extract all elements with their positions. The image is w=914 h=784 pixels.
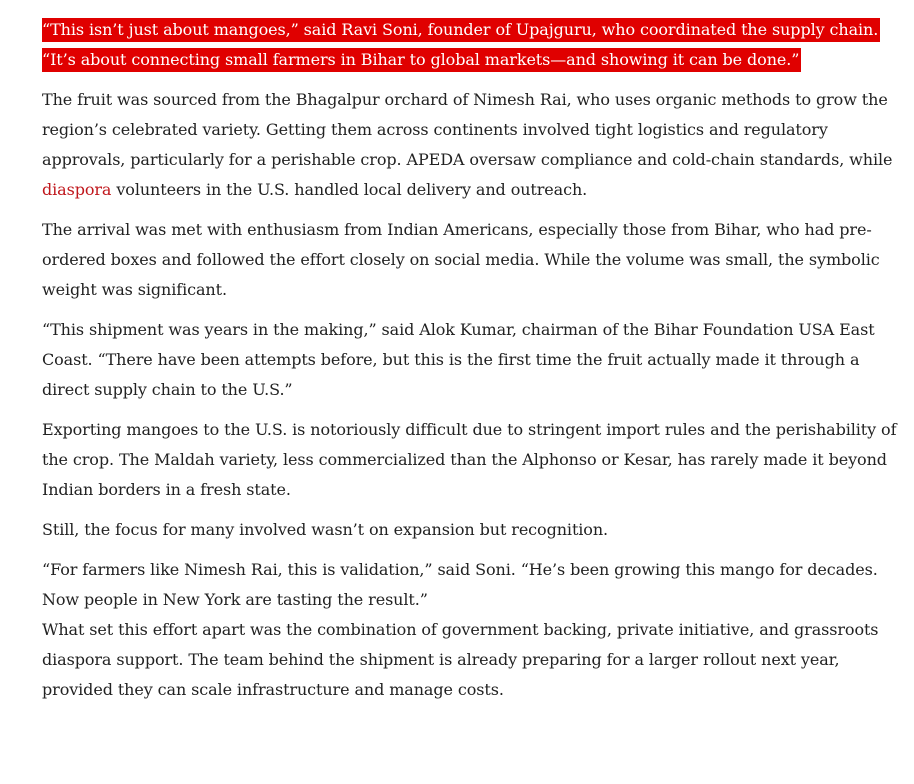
paragraph-sourcing-text: The fruit was sourced from the Bhagalpur orchard of Nimesh Rai, who uses organic methods to grow the region’s celebrated variety. Getting them across continents involved tight logistics and regulatory approvals, particularly for a perishable crop. APEDA oversaw compliance and cold-chain standards, while: [42, 90, 893, 169]
highlighted-quote-line-2: “It’s about connecting small farmers in Bihar to global markets—and showing it can be done.”: [42, 48, 801, 72]
paragraph-focus: Still, the focus for many involved wasn’t on expansion but recognition.: [42, 520, 609, 539]
highlighted-quote: [42, 15, 902, 75]
paragraph-sourcing: [42, 85, 902, 205]
paragraph-conclusion: What set this effort apart was the combination of government backing, private initiative, and grassroots diaspora support. The team behind the shipment is already preparing for a larger rollout next year, provided they can scale infrastructure and manage costs.: [42, 620, 879, 699]
diaspora-link[interactable]: diaspora: [42, 180, 112, 199]
paragraph-sourcing-tail: volunteers in the U.S. handled local delivery and outreach.: [111, 180, 588, 199]
article-body: [42, 15, 902, 715]
paragraph-arrival: The arrival was met with enthusiasm from Indian Americans, especially those from Bihar, who had pre-ordered boxes and followed the effort closely on social media. While the volume was small, the symbolic weight was significant.: [42, 220, 880, 299]
highlighted-quote-line-1: “This isn’t just about mangoes,” said Ravi Soni, founder of Upajguru, who coordinated the supply chain.: [42, 18, 880, 42]
paragraph-soni-quote: “For farmers like Nimesh Rai, this is validation,” said Soni. “He’s been growing this mango for decades. Now people in New York are tasting the result.”: [42, 560, 878, 609]
paragraph-kumar-quote: “This shipment was years in the making,” said Alok Kumar, chairman of the Bihar Foundation USA East Coast. “There have been attempts before, but this is the first time the fruit actually made it through a direct supply chain to the U.S.”: [42, 320, 875, 399]
paragraph-exporting: Exporting mangoes to the U.S. is notoriously difficult due to stringent import rules and the perishability of the crop. The Maldah variety, less commercialized than the Alphonso or Kesar, has rarely made it beyond Indian borders in a fresh state.: [42, 420, 897, 499]
